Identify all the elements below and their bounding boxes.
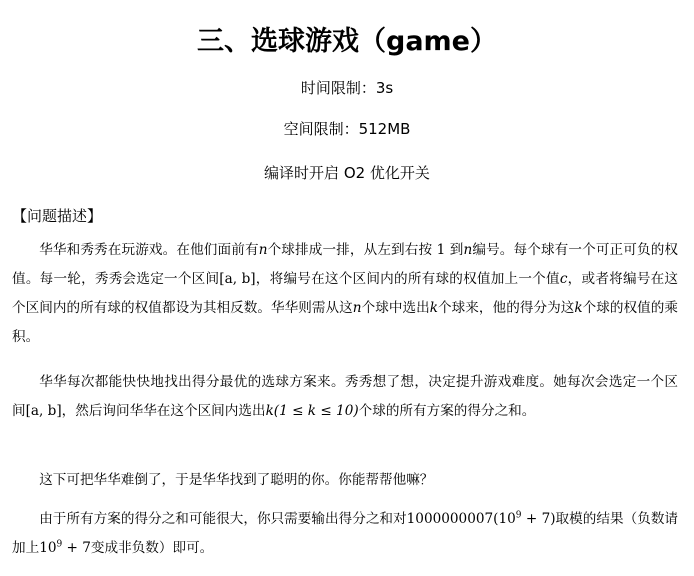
math-modulus-close: + 7): [521, 511, 556, 527]
problem-title: 三、选球游戏（game）: [197, 26, 497, 57]
p1-text-g: 个球来，他的得分为这: [438, 300, 575, 316]
math-c: c: [559, 271, 568, 287]
p4-text-a: 由于所有方案的得分之和可能很大，你只需要输出得分之和对: [39, 511, 407, 527]
p1-text-c: 编号。每个球有一个可正可负的权值。每一轮，秀秀会选定一个区间: [12, 242, 679, 287]
time-limit: 时间限制：3s: [300, 79, 394, 97]
p1-text-a: 华华和秀秀在玩游戏。在他们面前有: [39, 242, 259, 258]
p2-text-b: ，然后询问华华在这个区间内选出: [61, 403, 266, 419]
math-n: n: [463, 242, 473, 258]
math-interval: [a, b]: [219, 271, 256, 287]
compile-note: 编译时开启 O2 优化开关: [264, 164, 430, 182]
paragraph-help: 这下可把华华难倒了，于是华华找到了聪明的你。你能帮帮他嘛？: [39, 472, 434, 488]
math-n: n: [258, 242, 268, 258]
p4-text-c: 变成非负数）即可。: [90, 540, 214, 556]
paragraph-description: [12, 236, 678, 352]
math-n: n: [352, 300, 362, 316]
p1-text-b: 个球排成一排，从左到右按 1 到: [267, 242, 464, 258]
section-heading: 【问题描述】: [12, 207, 103, 225]
p2-text-c: 个球的所有方案的得分之和。: [358, 403, 536, 419]
math-modulus: 1000000007: [406, 511, 494, 527]
p4-text-b: 取模的结果（负数请加上: [12, 511, 679, 556]
math-exponent: 9: [515, 510, 522, 521]
math-k: k: [429, 300, 438, 316]
p1-text-h: 个球的权值的乘积。: [12, 300, 679, 345]
paragraph-query: [12, 368, 678, 426]
paragraph-modulo: [12, 505, 678, 563]
p1-text-f: 个球中选出: [361, 300, 430, 316]
p2-text-a: 华华每次都能快快地找出得分最优的选球方案来。秀秀想了想，决定提升游戏难度。她每次会选定一个区间: [12, 374, 678, 419]
p1-text-d: ，将编号在这个区间内的所有球的权值加上一个值: [255, 271, 560, 287]
math-neg-base: 10: [39, 540, 57, 556]
math-modulus-open: (10: [493, 511, 516, 527]
math-k: k: [574, 300, 583, 316]
math-neg-tail: + 7: [62, 540, 91, 556]
math-k-range: k(1 ≤ k ≤ 10): [265, 403, 359, 419]
memory-limit: 空间限制：512MB: [283, 120, 411, 138]
p1-text-e: ，或者将编号在这个区间内的所有球的权值都设为其相反数。华华则需从这: [12, 271, 679, 316]
math-exponent: 9: [56, 539, 63, 550]
math-interval: [a, b]: [25, 403, 62, 419]
